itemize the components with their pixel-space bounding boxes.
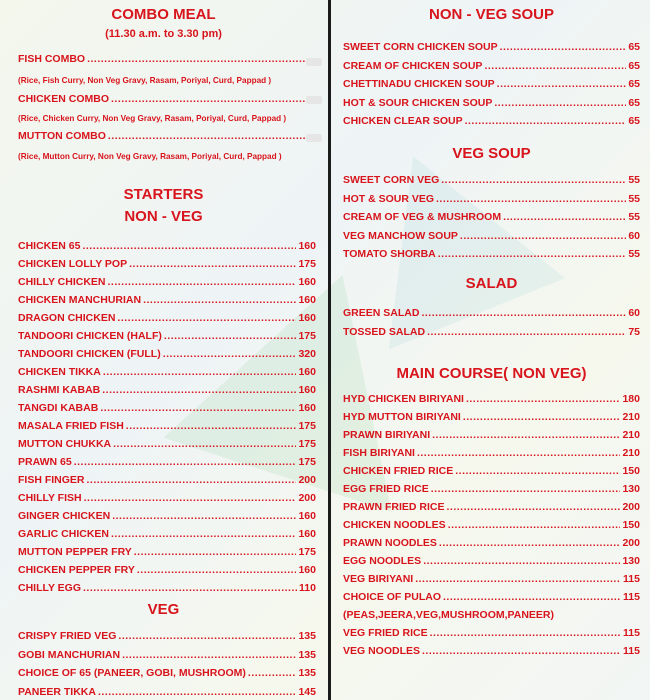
item-name: CHICKEN TIKKA [18, 366, 101, 378]
menu-item [18, 510, 316, 522]
item-name: VEG BIRIYANI [343, 573, 414, 585]
menu-item [343, 483, 640, 495]
menu-item [343, 609, 640, 621]
item-name: EGG FRIED RICE [343, 483, 429, 495]
item-name: PRAWN 65 [18, 456, 72, 468]
item-name: DRAGON CHICKEN [18, 312, 116, 324]
menu-item [343, 326, 640, 338]
item-price: 55 [628, 211, 640, 223]
menu-item [18, 420, 316, 432]
item-price: 210 [622, 429, 640, 441]
item-name: FISH COMBO [18, 53, 86, 65]
item-price: 75 [628, 325, 640, 338]
combo-description: (Rice, Fish Curry, Non Veg Gravy, Rasam, Poriyal, Curd, Pappad ) [18, 76, 272, 85]
starters-veg-heading: VEG [147, 601, 180, 618]
item-price: 115 [623, 645, 640, 657]
item-price: 150 [622, 519, 640, 531]
item-name: (PEAS,JEERA,VEG,MUSHROOM,PANEER) [343, 609, 554, 621]
item-price: 320 [298, 348, 316, 360]
item-name: TANGDI KABAB [18, 402, 99, 414]
menu-item [343, 447, 640, 459]
smudge-mark [306, 134, 322, 142]
item-price: 160 [298, 384, 316, 396]
menu-item [343, 307, 640, 319]
item-price: 130 [622, 555, 640, 567]
menu-item [343, 591, 640, 603]
item-price: 65 [628, 115, 640, 127]
item-price: 180 [622, 393, 640, 405]
menu-item [18, 366, 316, 378]
combo-item [18, 53, 316, 65]
item-price: 200 [622, 501, 640, 513]
menu-item [18, 438, 316, 450]
item-name: GOBI MANCHURIAN [18, 648, 121, 661]
menu-item [18, 630, 316, 642]
menu-item [18, 348, 316, 360]
item-name: GREEN SALAD [343, 307, 420, 319]
item-name: HOT & SOUR CHICKEN SOUP [343, 96, 493, 109]
nonveg-soup-heading: NON - VEG SOUP [428, 6, 555, 23]
menu-item [343, 193, 640, 205]
menu-item [343, 115, 640, 127]
menu-item [343, 230, 640, 242]
item-price: 115 [623, 573, 640, 585]
item-name: CREAM OF VEG & MUSHROOM [343, 211, 502, 223]
item-name: CHICKEN NOODLES [343, 519, 446, 531]
combo-item [18, 93, 316, 105]
item-price: 210 [622, 411, 640, 423]
menu-item [343, 519, 640, 531]
item-name: SWEET CORN CHICKEN SOUP [343, 41, 498, 53]
item-price: 175 [298, 420, 316, 432]
item-name: CHILLY FISH [18, 492, 82, 504]
menu-item [343, 537, 640, 549]
item-name: GARLIC CHICKEN [18, 528, 109, 540]
salad-heading: SALAD [465, 275, 518, 292]
item-price: 210 [622, 447, 640, 459]
menu-item [18, 402, 316, 414]
item-price: 145 [298, 685, 316, 698]
combo-description: (Rice, Mutton Curry, Non Veg Gravy, Rasam, Poriyal, Curd, Pappad ) [18, 152, 282, 161]
smudge-mark [306, 96, 322, 104]
item-price: 160 [298, 294, 316, 306]
item-name: HYD CHICKEN BIRIYANI [343, 393, 464, 405]
menu-item [18, 528, 316, 540]
item-price: 110 [299, 582, 316, 594]
item-price: 160 [298, 240, 316, 252]
item-name: GINGER CHICKEN [18, 510, 111, 522]
menu-item [343, 465, 640, 477]
veg-soup-heading: VEG SOUP [452, 145, 531, 162]
item-name: FISH FINGER [18, 474, 85, 486]
right-column [333, 0, 650, 700]
item-price: 160 [298, 510, 316, 522]
menu-item [18, 564, 316, 576]
item-name: TOMATO SHORBA [343, 248, 436, 260]
item-name: CRISPY FRIED VEG [18, 630, 117, 642]
menu-item [18, 330, 316, 342]
item-price: 175 [298, 438, 316, 450]
menu-item [18, 312, 316, 324]
item-name: HOT & SOUR VEG [343, 192, 435, 205]
combo-item [18, 130, 316, 142]
menu-item [343, 41, 640, 53]
menu-item [343, 573, 640, 585]
item-name: MUTTON CHUKKA [18, 438, 112, 450]
menu-item [18, 686, 316, 698]
item-price: 160 [298, 528, 316, 540]
item-name: EGG NOODLES [343, 555, 422, 567]
item-name: CHICKEN 65 [18, 240, 81, 252]
item-price: 135 [298, 630, 316, 642]
item-price: 65 [628, 59, 640, 72]
item-name: TANDOORI CHICKEN (FULL) [18, 348, 161, 360]
menu-item [343, 211, 640, 223]
menu-item [343, 411, 640, 423]
main-course-heading: MAIN COURSE( NON VEG) [396, 365, 587, 382]
menu-item [343, 393, 640, 405]
menu-item [18, 294, 316, 306]
item-price: 135 [298, 648, 316, 661]
item-price: 65 [628, 96, 640, 109]
menu-item [343, 627, 640, 639]
combo-description: (Rice, Chicken Curry, Non Veg Gravy, Rasam, Poriyal, Curd, Pappad ) [18, 114, 287, 123]
item-name: PRAWN BIRIYANI [343, 429, 431, 441]
item-name: CHETTINADU CHICKEN SOUP [343, 78, 495, 90]
item-price: 135 [298, 667, 316, 679]
item-name: CHICKEN FRIED RICE [343, 465, 454, 477]
menu-item [343, 555, 640, 567]
menu-item [18, 492, 316, 504]
menu-item [343, 60, 640, 72]
item-name: SWEET CORN VEG [343, 174, 440, 186]
starters-nonveg-heading: NON - VEG [124, 208, 203, 225]
item-name: CHILLY EGG [18, 582, 82, 594]
menu-item [343, 645, 640, 657]
menu-item [343, 174, 640, 186]
item-price: 175 [298, 330, 316, 342]
item-name: VEG MANCHOW SOUP [343, 229, 458, 242]
item-price: 55 [628, 248, 640, 260]
item-name: CHICKEN LOLLY POP [18, 258, 128, 270]
item-name: MUTTON COMBO [18, 130, 106, 142]
item-name: CHICKEN COMBO [18, 93, 109, 105]
menu-item [18, 667, 316, 679]
item-name: TOSSED SALAD [343, 325, 426, 338]
menu-item [343, 501, 640, 513]
item-name: RASHMI KABAB [18, 384, 101, 396]
combo-timing: (11.30 a.m. to 3.30 pm) [105, 28, 222, 40]
item-name: PRAWN FRIED RICE [343, 501, 445, 513]
menu-item [343, 78, 640, 90]
item-price: 130 [622, 483, 640, 495]
item-price: 150 [622, 465, 640, 477]
item-name: CREAM OF CHICKEN SOUP [343, 59, 483, 72]
item-price: 175 [298, 258, 316, 270]
item-price: 160 [298, 276, 316, 288]
item-price: 175 [298, 546, 316, 558]
item-name: TANDOORI CHICKEN (HALF) [18, 330, 162, 342]
item-price: 65 [628, 78, 640, 90]
item-price: 55 [628, 174, 640, 186]
item-name: VEG FRIED RICE [343, 627, 428, 639]
item-name: CHOICE OF PULAO [343, 591, 442, 603]
menu-item [343, 248, 640, 260]
item-name: PRAWN NOODLES [343, 537, 437, 549]
item-price: 175 [298, 456, 316, 468]
menu-item [343, 97, 640, 109]
item-price: 200 [622, 537, 640, 549]
column-divider [328, 0, 331, 700]
smudge-mark [306, 58, 322, 66]
item-price: 60 [628, 229, 640, 242]
item-name: CHOICE OF 65 (PANEER, GOBI, MUSHROOM) [18, 667, 246, 679]
menu-item [18, 456, 316, 468]
item-name: FISH BIRIYANI [343, 447, 415, 459]
menu-item [18, 582, 316, 594]
item-name: PANEER TIKKA [18, 685, 96, 698]
item-name: VEG NOODLES [343, 645, 421, 657]
starters-heading: STARTERS [123, 186, 204, 203]
item-price: 160 [298, 312, 316, 324]
item-price: 55 [628, 192, 640, 205]
item-name: CHICKEN CLEAR SOUP [343, 115, 463, 127]
item-name: CHILLY CHICKEN [18, 276, 106, 288]
combo-meal-heading: COMBO MEAL [111, 6, 216, 23]
item-price: 65 [628, 41, 640, 53]
item-name: CHICKEN PEPPER FRY [18, 564, 135, 576]
item-name: MASALA FRIED FISH [18, 420, 124, 432]
menu-item [18, 276, 316, 288]
item-price: 200 [298, 474, 316, 486]
item-price: 160 [298, 564, 316, 576]
menu-item [343, 429, 640, 441]
item-price: 160 [298, 402, 316, 414]
menu-item [18, 240, 316, 252]
item-price: 200 [298, 492, 316, 504]
menu-item [18, 384, 316, 396]
menu-item [18, 474, 316, 486]
item-name: CHICKEN MANCHURIAN [18, 294, 142, 306]
item-price: 115 [623, 627, 640, 639]
menu-item [18, 258, 316, 270]
item-price: 60 [628, 307, 640, 319]
item-name: MUTTON PEPPER FRY [18, 546, 132, 558]
menu-item [18, 649, 316, 661]
item-price: 160 [298, 366, 316, 378]
item-price: 115 [623, 591, 640, 603]
item-name: HYD MUTTON BIRIYANI [343, 411, 461, 423]
menu-item [18, 546, 316, 558]
